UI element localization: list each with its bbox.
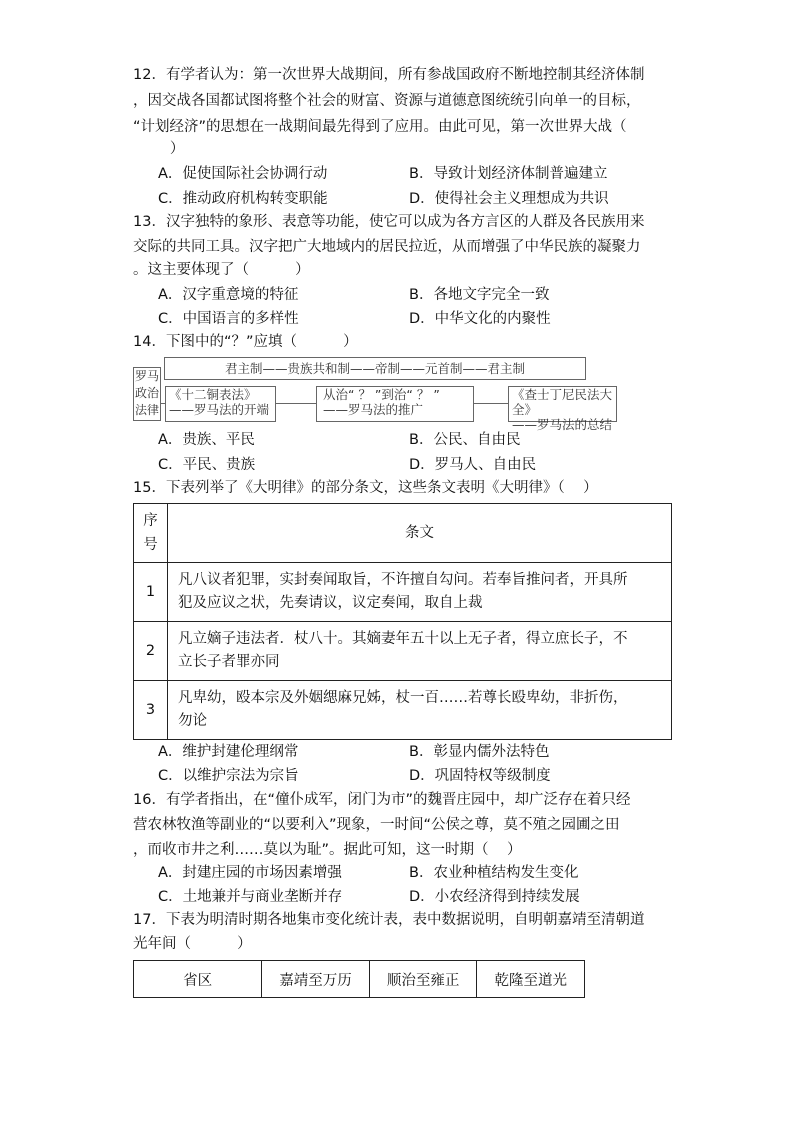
market-stats-table (133, 960, 585, 998)
q13-line-1: 13．汉字独特的象形、表意等功能，使它可以成为各方言区的人群及各民族用来 (133, 214, 645, 230)
box-subtitle: ——罗马法的总结 (512, 417, 613, 432)
q16-option-a: A．封建庄园的市场因素增强 (158, 865, 342, 881)
q14-option-c: C．平民、贵族 (158, 457, 256, 473)
q12-option-b: B．导致计划经济体制普遍建立 (409, 166, 608, 182)
q13-option-c: C．中国语言的多样性 (158, 311, 299, 327)
q12-line-3: “计划经济”的思想在一战期间最先得到了应用。由此可见，第一次世界大战（ (133, 119, 627, 135)
q12-line-2: ，因交战各国都试图将整个社会的财富、资源与道德意图统统引向单一的目标， (133, 93, 641, 109)
row-index: 1 (134, 563, 168, 622)
q13-option-a: A．汉字重意境的特征 (158, 287, 299, 303)
diagram-political-timeline: 君主制——贵族共和制——帝制——元首制——君主制 (164, 357, 586, 380)
side-label-line: 政治 (134, 386, 159, 400)
daming-lu-table (133, 503, 672, 740)
row-text-line: 勿论 (178, 713, 207, 729)
row-text (168, 563, 672, 622)
connector-line (473, 403, 508, 404)
header-cell-jiajing-wanli: 嘉靖至万历 (262, 961, 370, 998)
row-text-line: 凡卑幼，殴本宗及外姻缌麻兄姊，杖一百……若尊长殴卑幼，非折伤， (178, 690, 628, 706)
connector-line (275, 403, 316, 404)
rome-diagram (133, 355, 613, 432)
box-title: 《查士丁尼民法大全》 (512, 387, 613, 417)
table-row (134, 681, 672, 740)
row-text-line: 犯及应议之状，先奏请议，议定奏闻，取自上裁 (178, 595, 483, 611)
header-cell-province: 省区 (134, 961, 262, 998)
header-cell-text: 条文 (168, 504, 672, 563)
q15-option-c: C．以维护宗法为宗旨 (158, 768, 299, 784)
header-cell-shunzhi-yongzheng: 顺治至雍正 (369, 961, 477, 998)
row-index: 2 (134, 622, 168, 681)
q17-line-1: 17．下表为明清时期各地集市变化统计表，表中数据说明，自明朝嘉靖至清朝道 (133, 912, 645, 928)
q13-option-d: D．中华文化的内聚性 (409, 311, 551, 327)
q12-line-4: ） (133, 141, 185, 157)
q17-line-2: 光年间（ ） (133, 936, 252, 952)
q13-line-2: 交际的共同工具。汉字把广大地域内的居民拉近，从而增强了中华民族的凝聚力 (133, 239, 641, 255)
diagram-side-label (133, 367, 161, 421)
q14-option-a: A．贵族、平民 (158, 432, 255, 448)
q16-line-2: 营农林牧渔等副业的“以要利入”现象，一时间“公侯之尊，莫不殖之园圃之田 (133, 817, 620, 833)
diagram-box-twelve-tables (165, 386, 276, 422)
q16-option-b: B．农业种植结构发生变化 (409, 865, 579, 881)
box-title: 《十二铜表法》 (169, 387, 257, 402)
q14-line-1: 14．下图中的“？”应填（ ） (133, 334, 358, 350)
side-label-line: 法律 (134, 403, 159, 417)
row-text-line: 立长子者罪亦同 (178, 654, 280, 670)
q14-option-b: B．公民、自由民 (409, 432, 521, 448)
q16-option-c: C．土地兼并与商业垄断并存 (158, 889, 343, 905)
q15-line-1: 15．下表列举了《大明律》的部分条文，这些条文表明《大明律》（ ） (133, 480, 598, 496)
q12-option-a: A．促使国际社会协调行动 (158, 166, 328, 182)
q15-option-a: A．维护封建伦理纲常 (158, 744, 299, 760)
q15-option-b: B．彰显内儒外法特色 (409, 744, 550, 760)
row-text (168, 681, 672, 740)
q16-line-1: 16．有学者指出，在“僮仆成军，闭门为市”的魏晋庄园中，却广泛存在着只经 (133, 792, 631, 808)
q16-option-d: D．小农经济得到持续发展 (409, 889, 580, 905)
box-title: 从治“ ？ ”到治“ ？ ” (323, 387, 440, 402)
row-index: 3 (134, 681, 168, 740)
q15-option-d: D．巩固特权等级制度 (409, 768, 551, 784)
table-row (134, 563, 672, 622)
q13-line-3: 。这主要体现了（ ） (133, 262, 310, 278)
table-header-row (134, 961, 585, 998)
table-header-row (134, 504, 672, 563)
q12-option-c: C．推动政府机构转变职能 (158, 191, 328, 207)
table-row (134, 622, 672, 681)
q12-option-d: D．使得社会主义理想成为共识 (409, 191, 609, 207)
row-text-line: 凡八议者犯罪，实封奏闻取旨，不许擅自勾问。若奉旨推问者，开具所 (178, 572, 628, 588)
diagram-box-law-extension (316, 386, 474, 422)
diagram-box-justinian-code (508, 386, 617, 432)
header-text: 序号 (143, 513, 158, 553)
q13-option-b: B．各地文字完全一致 (409, 287, 550, 303)
header-cell-qianlong-daoguang: 乾隆至道光 (477, 961, 585, 998)
side-label-line: 罗马 (134, 369, 159, 383)
box-subtitle: ——罗马法的推广 (323, 402, 424, 417)
q12-line-1: 12．有学者认为：第一次世界大战期间，所有参战国政府不断地控制其经济体制 (133, 67, 645, 83)
box-subtitle: ——罗马法的开端 (169, 402, 270, 417)
q16-line-3: ，而收市井之利……莫以为耻”。据此可知，这一时期（ ） (133, 842, 522, 858)
row-text-line: 凡立嫡子违法者．杖八十。其嫡妻年五十以上无子者，得立庶长子，不 (178, 631, 628, 647)
q14-option-d: D．罗马人、自由民 (409, 457, 537, 473)
row-text (168, 622, 672, 681)
header-cell-index (134, 504, 168, 563)
